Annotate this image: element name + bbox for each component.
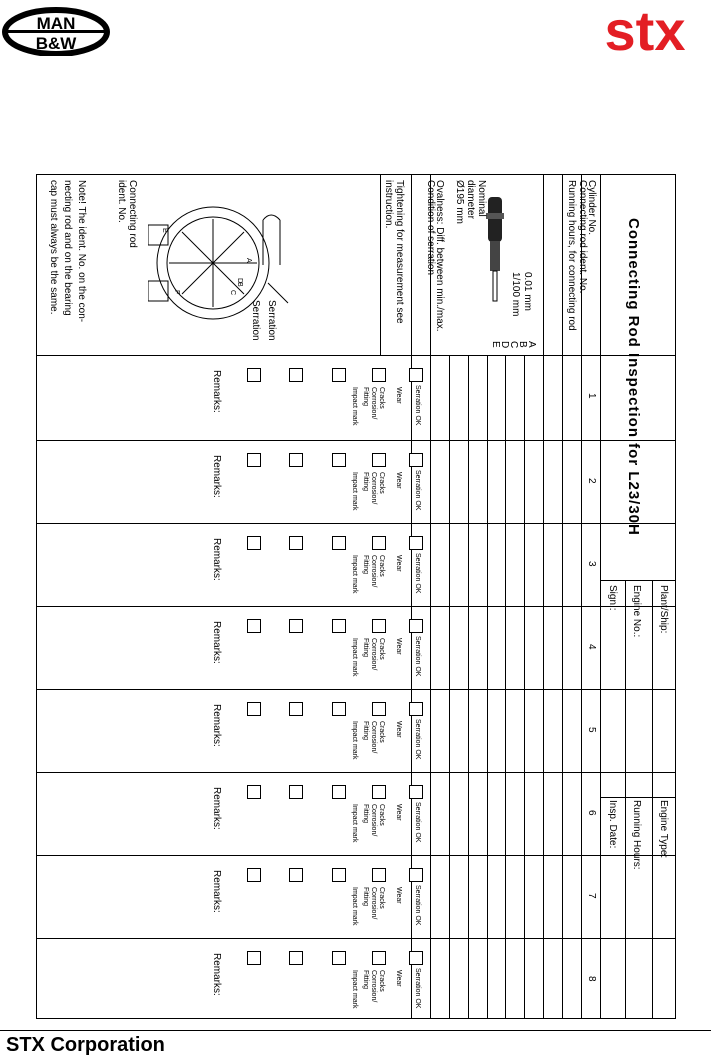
plant-ship-label: Plant/Ship:: [658, 585, 669, 634]
corrosion-label: Corrosion/: [370, 555, 377, 588]
serration-diagram-label: Serration: [266, 300, 277, 341]
cracks-checkbox[interactable]: [372, 453, 386, 467]
cracks-checkbox[interactable]: [372, 368, 386, 382]
grid-line: [36, 938, 676, 939]
cracks-checkbox[interactable]: [372, 785, 386, 799]
serration-ok-checkbox[interactable]: [409, 702, 423, 716]
insp-date-label: Insp. Date:: [607, 800, 618, 849]
remarks-label: Remarks:: [211, 704, 222, 747]
checkbox[interactable]: [247, 868, 261, 882]
remarks-label: Remarks:: [211, 370, 222, 413]
nominal-diameter-value: Ø195 mm: [454, 180, 465, 224]
wear-label: Wear: [395, 387, 402, 404]
grid-line: [600, 580, 676, 581]
checkbox[interactable]: [289, 868, 303, 882]
company-name: STX Corporation: [6, 1034, 165, 1056]
note-line-3: cap must always be the same.: [48, 180, 59, 315]
note-line-2: necting rod and on the bearing: [62, 180, 73, 316]
serration-ok-label: Serration OK: [414, 885, 421, 926]
fitting-label: Fitting: [362, 804, 369, 824]
serration-ok-label: Serration OK: [414, 553, 421, 594]
cracks-label: Cracks: [378, 887, 385, 909]
engine-no-label: Engine No.:: [631, 585, 642, 638]
impact-mark-label: Impact mark: [351, 387, 358, 426]
grid-line: [36, 772, 676, 773]
cracks-label: Cracks: [378, 804, 385, 826]
grid-line: [600, 797, 676, 798]
grid-line: [36, 855, 676, 856]
engine-type-label: Engine Type:: [658, 800, 669, 859]
cracks-checkbox[interactable]: [372, 951, 386, 965]
column-number: 7: [586, 893, 597, 899]
cracks-label: Cracks: [378, 970, 385, 992]
corrosion-label: Corrosion/: [370, 804, 377, 837]
corrosion-label: Corrosion/: [370, 638, 377, 671]
grid-line: [468, 355, 469, 1019]
column-number: 8: [586, 976, 597, 982]
micrometer-reading-1: 0.01 mm: [522, 272, 533, 311]
serration-ok-label: Serration OK: [414, 968, 421, 1009]
serration-ok-label: Serration OK: [414, 636, 421, 677]
diagram-letter-c: C: [229, 290, 236, 296]
checkbox[interactable]: [332, 536, 346, 550]
impact-mark-label: Impact mark: [351, 638, 358, 677]
checkbox[interactable]: [247, 951, 261, 965]
tightening-note-2: instruction.: [383, 180, 394, 229]
cylinder-no-label: Cylinder No.: [586, 180, 597, 236]
wear-label: Wear: [395, 804, 402, 821]
fitting-label: Fitting: [362, 387, 369, 407]
stx-logo: [583, 6, 708, 56]
diagram-letter-a: A: [245, 258, 252, 263]
note-line-1: Note! The ident. No. on the con-: [76, 180, 87, 323]
wear-label: Wear: [395, 555, 402, 572]
corrosion-label: Corrosion/: [370, 970, 377, 1003]
form-title: Connecting Rod Inspection for L23/30H: [625, 218, 642, 536]
remarks-label: Remarks:: [211, 787, 222, 830]
checkbox[interactable]: [332, 453, 346, 467]
serration-ok-checkbox[interactable]: [409, 785, 423, 799]
impact-mark-label: Impact mark: [351, 472, 358, 511]
checkbox[interactable]: [332, 619, 346, 633]
cracks-checkbox[interactable]: [372, 536, 386, 550]
rod-ident-label: Connecting rod ident. No.: [577, 180, 588, 294]
serration-condition-label: Condition of serration: [425, 180, 436, 276]
checkbox[interactable]: [289, 453, 303, 467]
checkbox[interactable]: [332, 702, 346, 716]
fitting-label: Fitting: [362, 970, 369, 990]
checkbox[interactable]: [332, 368, 346, 382]
man-logo-text-top: MAN: [36, 14, 76, 33]
grid-line: [36, 355, 676, 356]
serration-ok-checkbox[interactable]: [409, 868, 423, 882]
letter-c: C: [508, 341, 519, 349]
man-logo-text-bottom: B&W: [35, 34, 77, 53]
corrosion-label: Corrosion/: [370, 472, 377, 505]
grid-line: [652, 580, 653, 1019]
serration-ok-checkbox[interactable]: [409, 951, 423, 965]
checkbox[interactable]: [247, 702, 261, 716]
serration-ok-checkbox[interactable]: [409, 368, 423, 382]
serration-ok-checkbox[interactable]: [409, 536, 423, 550]
wear-label: Wear: [395, 638, 402, 655]
column-number: 5: [586, 727, 597, 733]
diameter-label: diameter: [465, 180, 476, 219]
diagram-letter-f: F: [173, 290, 180, 295]
ovalness-label: Ovalness: Diff. between min./max.: [434, 180, 445, 332]
serration-ok-label: Serration OK: [414, 719, 421, 760]
impact-mark-label: Impact mark: [351, 804, 358, 843]
grid-line: [36, 606, 676, 607]
impact-mark-label: Impact mark: [351, 721, 358, 760]
wear-label: Wear: [395, 970, 402, 987]
cracks-label: Cracks: [378, 721, 385, 743]
checkbox[interactable]: [289, 619, 303, 633]
column-number: 2: [586, 478, 597, 484]
wear-label: Wear: [395, 887, 402, 904]
grid-line: [411, 174, 412, 1019]
footer-divider: [0, 1030, 711, 1031]
sign-label: Sign.:: [607, 585, 618, 611]
letter-e: E: [490, 341, 501, 348]
checkbox[interactable]: [247, 368, 261, 382]
impact-mark-label: Impact mark: [351, 887, 358, 926]
serration-ok-label: Serration OK: [414, 470, 421, 511]
remarks-label: Remarks:: [211, 870, 222, 913]
fitting-label: Fitting: [362, 555, 369, 575]
checkbox[interactable]: [332, 868, 346, 882]
grid-line: [487, 355, 488, 1019]
grid-line: [36, 440, 676, 441]
wear-label: Wear: [395, 472, 402, 489]
micrometer-reading-2: 1/100 mm: [510, 272, 521, 317]
grid-line: [36, 523, 676, 524]
wear-label: Wear: [395, 721, 402, 738]
checkbox[interactable]: [247, 536, 261, 550]
serration-ok-label: Serration OK: [414, 385, 421, 426]
column-number: 1: [586, 393, 597, 399]
column-number: 4: [586, 644, 597, 650]
running-hours-label: Running Hours:: [631, 800, 642, 870]
serration-ok-label: Serration OK: [414, 802, 421, 843]
grid-line: [505, 355, 506, 1019]
checkbox[interactable]: [332, 951, 346, 965]
fitting-label: Fitting: [362, 721, 369, 741]
remarks-label: Remarks:: [211, 621, 222, 664]
impact-mark-label: Impact mark: [351, 970, 358, 1009]
grid-line: [581, 174, 582, 1019]
cracks-checkbox[interactable]: [372, 868, 386, 882]
grid-line: [562, 174, 563, 1019]
diagram-letter-d: D: [236, 278, 243, 284]
letter-d: D: [499, 341, 510, 349]
cracks-checkbox[interactable]: [372, 702, 386, 716]
rod-ident-diagram-label-1: Connecting rod: [127, 180, 138, 248]
checkbox[interactable]: [247, 619, 261, 633]
grid-line: [625, 580, 626, 1019]
corrosion-label: Corrosion/: [370, 887, 377, 920]
checkbox[interactable]: [289, 702, 303, 716]
diagram-letter-e: E: [161, 228, 168, 233]
corrosion-label: Corrosion/: [370, 721, 377, 754]
grid-line: [36, 689, 676, 690]
checkbox[interactable]: [332, 785, 346, 799]
grid-line: [600, 174, 601, 1019]
checkbox[interactable]: [247, 453, 261, 467]
checkbox[interactable]: [289, 536, 303, 550]
grid-line: [449, 355, 450, 1019]
letter-a: A: [526, 341, 537, 348]
corrosion-label: Corrosion/: [370, 387, 377, 420]
fitting-label: Fitting: [362, 638, 369, 658]
connecting-rod-diagram: [148, 195, 308, 360]
checkbox[interactable]: [247, 785, 261, 799]
running-hours-row-label: Running hours, for connecting rod: [566, 180, 577, 331]
cracks-label: Cracks: [378, 555, 385, 577]
remarks-label: Remarks:: [211, 953, 222, 996]
serration-ok-checkbox[interactable]: [409, 453, 423, 467]
remarks-label: Remarks:: [211, 455, 222, 498]
cracks-label: Cracks: [378, 472, 385, 494]
column-number: 6: [586, 810, 597, 816]
grid-line: [430, 174, 431, 1019]
checkbox[interactable]: [289, 785, 303, 799]
cracks-label: Cracks: [378, 638, 385, 660]
man-bw-logo: [2, 6, 110, 56]
fitting-label: Fitting: [362, 472, 369, 492]
serration-ok-checkbox[interactable]: [409, 619, 423, 633]
grid-line: [380, 174, 381, 355]
serration-diagram-label-2: Serration: [250, 300, 261, 341]
nominal-label: Nominal: [476, 180, 487, 217]
cracks-checkbox[interactable]: [372, 619, 386, 633]
rod-ident-diagram-label-2: ident. No.: [116, 180, 127, 223]
remarks-label: Remarks:: [211, 538, 222, 581]
grid-line: [543, 174, 544, 1019]
fitting-label: Fitting: [362, 887, 369, 907]
grid-line: [524, 355, 525, 1019]
column-number: 3: [586, 561, 597, 567]
checkbox[interactable]: [289, 951, 303, 965]
checkbox[interactable]: [289, 368, 303, 382]
letter-b: B: [517, 341, 528, 348]
stx-logo-text: stx: [604, 6, 686, 56]
impact-mark-label: Impact mark: [351, 555, 358, 594]
tightening-note-1: Tightening for measurement see: [394, 180, 405, 324]
diagram-letter-b: B: [236, 282, 243, 287]
cracks-label: Cracks: [378, 387, 385, 409]
